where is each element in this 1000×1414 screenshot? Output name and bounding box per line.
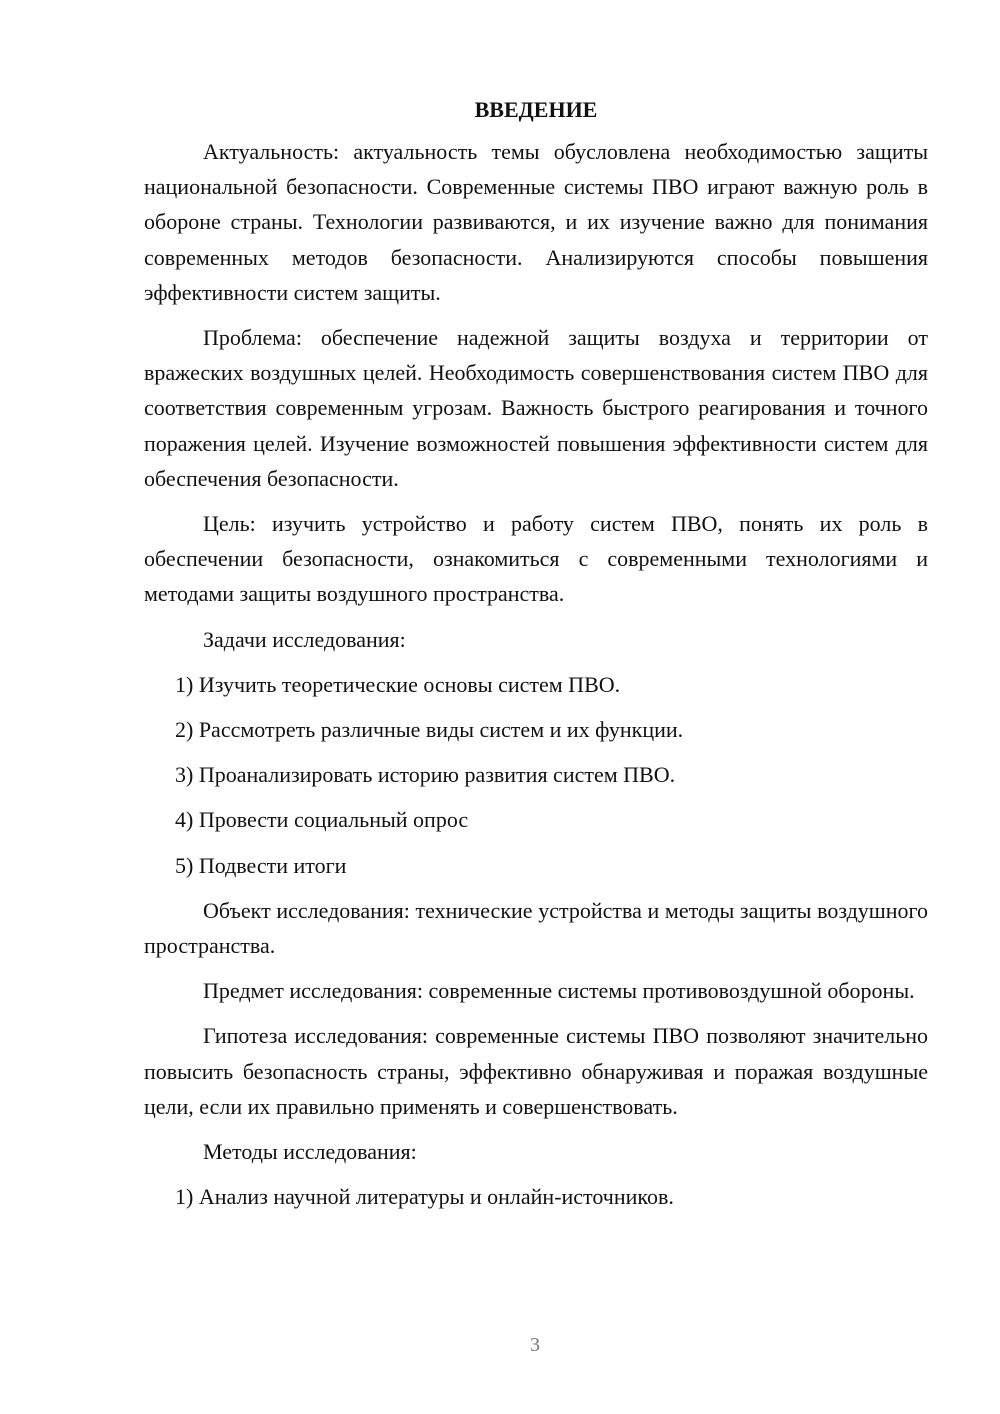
tasks-list xyxy=(144,667,928,883)
task-item: 5) Подвести итоги xyxy=(175,852,347,878)
methods-label: Методы исследования: xyxy=(203,1139,417,1165)
object-paragraph: Объект исследования: технические устройства и методы защиты воздушного пространства. xyxy=(144,897,928,959)
relevance-paragraph: Актуальность: актуальность темы обусловлена необходимостью защиты национальной безопасности. Современные системы ПВО играют важную роль в обороне страны. Технологии развиваются, и их изучение важно для понимания современных методов безопасности. Анализируются способы повышения эффективности систем защиты. xyxy=(144,139,928,305)
task-item: 2) Рассмотреть различные виды систем и их функции. xyxy=(175,717,684,743)
task-item: 3) Проанализировать историю развития систем ПВО. xyxy=(175,762,676,788)
section-heading: ВВЕДЕНИЕ xyxy=(474,97,598,122)
task-item: 4) Провести социальный опрос xyxy=(175,807,469,833)
page-content xyxy=(144,94,928,1224)
goal-paragraph: Цель: изучить устройство и работу систем ПВО, понять их роль в обеспечении безопасности, ознакомиться с современными технологиями и методами защиты воздушного пространства. xyxy=(144,511,928,607)
problem-paragraph: Проблема: обеспечение надежной защиты воздуха и территории от вражеских воздушных целей. Необходимость совершенствования систем ПВО для соответствия современным угрозам. Важность быстрого реагирования и точного поражения целей. Изучение возможностей повышения эффективности систем для обеспечения безопасности. xyxy=(144,325,928,491)
hypothesis-paragraph: Гипотеза исследования: современные системы ПВО позволяют значительно повысить безопасность страны, эффективно обнаруживая и поражая воздушные цели, если их правильно применять и совершенствовать. xyxy=(144,1023,928,1119)
subject-paragraph: Предмет исследования: современные системы противовоздушной обороны. xyxy=(203,978,915,1004)
task-item: 1) Изучить теоретические основы систем ПВО. xyxy=(175,671,621,697)
methods-list xyxy=(144,1179,928,1214)
tasks-label: Задачи исследования: xyxy=(203,626,406,652)
page-number: 3 xyxy=(530,1334,540,1356)
method-item: 1) Анализ научной литературы и онлайн-источников. xyxy=(175,1184,674,1210)
